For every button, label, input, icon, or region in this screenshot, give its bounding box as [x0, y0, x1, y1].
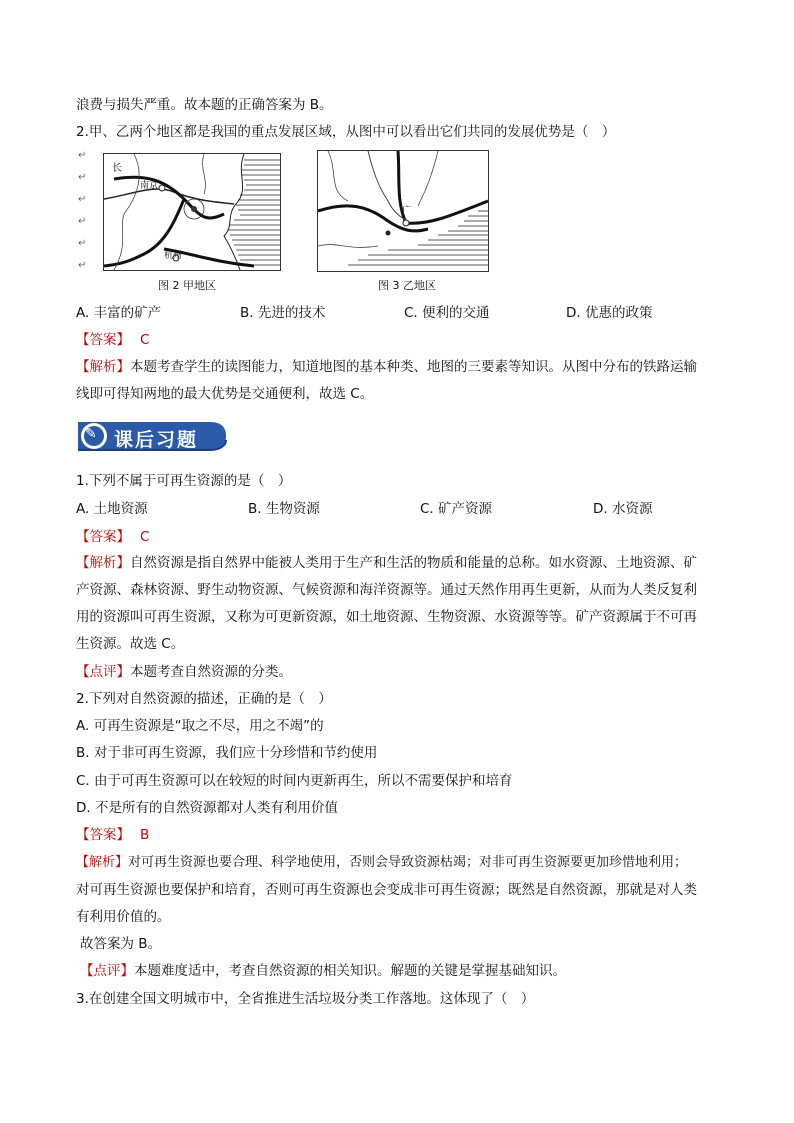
comment-line [76, 662, 292, 682]
analysis-line [76, 853, 687, 873]
analysis-line: 有利用价值的。 [76, 909, 171, 925]
analysis-line: 对可再生资源也要保护和培育，否则可再生资源也会变成非可再生资源；既然是自然资源，那就是对人类 [76, 882, 697, 898]
comment-label: 【点评】 [80, 963, 134, 979]
analysis-label: 【解析】 [76, 855, 129, 870]
option-d: D. 优惠的政策 [566, 305, 653, 321]
answer-line [76, 825, 149, 845]
answer-label: 【答案】 [76, 332, 130, 348]
map-label: 南京 [140, 181, 159, 191]
option-d: D. 不是所有的自然资源都对人类有利用价值 [76, 800, 338, 816]
question-1: 1.下列不属于可再生资源的是（ ） [76, 473, 292, 489]
analysis-text: 自然资源是指自然界中能被人类用于生产和生活的物质和能量的总称。如水资源、土地资源、矿 [130, 555, 697, 571]
option-a: A. 丰富的矿产 [76, 305, 162, 321]
analysis-line [76, 553, 697, 573]
analysis-line: 用的资源叫可再生资源，又称为可更新资源，如土地资源、生物资源、水资源等等。矿产资源属于不可再 [76, 609, 697, 625]
map-jia-drawing [104, 154, 280, 270]
map-yi-region [317, 150, 489, 272]
paragraph-mark: ↵ [78, 238, 87, 249]
analysis-text: 对可再生资源也要合理、科学地使用，否则会导致资源枯竭；对非可再生资源要更加珍惜地利用； [128, 855, 688, 870]
paragraph-mark: ↵ [78, 260, 87, 271]
answer-value: B [140, 827, 150, 843]
comment-line [80, 961, 566, 981]
option-b: B. 生物资源 [248, 501, 320, 517]
section-banner [76, 418, 228, 454]
answer-value: C [140, 332, 150, 348]
option-c: C. 便利的交通 [404, 305, 490, 321]
analysis-text: 本题考查学生的读图能力，知道地图的基本种类、地图的三要素等知识。从图中分布的铁路运输 [130, 359, 697, 375]
option-a: A. 土地资源 [76, 501, 148, 517]
map-jia-region [103, 153, 281, 271]
answer-label: 【答案】 [76, 529, 130, 545]
question-3: 3.在创建全国文明城市中，全省推进生活垃圾分类工作落地。这体现了（ ） [76, 991, 535, 1007]
map-label: 广 [402, 206, 412, 216]
analysis-line: 生资源。故选 C。 [76, 636, 185, 652]
analysis-label: 【解析】 [76, 359, 130, 375]
option-c: C. 矿产资源 [420, 501, 493, 517]
analysis-line [76, 357, 697, 377]
text-line: 浪费与损失严重。故本题的正确答案为 B。 [76, 97, 333, 113]
answer-value: C [140, 529, 150, 545]
option-c: C. 由于可再生资源可以在较短的时间内更新再生，所以不需要保护和培育 [76, 773, 513, 789]
figure-2-caption: 图 2 甲地区 [158, 279, 216, 292]
analysis-line: 故答案为 B。 [80, 936, 162, 952]
comment-label: 【点评】 [76, 664, 130, 680]
comment-text: 本题难度适中，考查自然资源的相关知识。解题的关键是掌握基础知识。 [134, 963, 566, 979]
question-2: 2.下列对自然资源的描述，正确的是（ ） [76, 691, 332, 707]
analysis-line: 产资源、森林资源、野生动物资源、气候资源和海洋资源等。通过天然作用再生更新，从而为人类反复利 [76, 582, 697, 598]
analysis-label: 【解析】 [76, 555, 130, 571]
pencil-icon: ✎ [85, 426, 97, 442]
banner-title: 课后习题 [114, 429, 199, 451]
option-d: D. 水资源 [593, 501, 653, 517]
map-label: 长 [112, 163, 122, 174]
analysis-line: 线即可得知两地的最大优势是交通便利，故选 C。 [76, 386, 374, 402]
answer-line [76, 527, 149, 547]
option-b: B. 对于非可再生资源，我们应十分珍惜和节约使用 [76, 745, 378, 761]
question-2: 2.甲、乙两个地区都是我国的重点发展区域，从图中可以看出它们共同的发展优势是（ ） [76, 124, 616, 140]
option-b: B. 先进的技术 [240, 305, 326, 321]
comment-text: 本题考查自然资源的分类。 [130, 664, 292, 680]
answer-label: 【答案】 [76, 827, 130, 843]
answer-line [76, 330, 149, 350]
paragraph-mark: ↵ [78, 172, 87, 183]
option-a: A. 可再生资源是“取之不尽，用之不竭”的 [76, 718, 324, 734]
paragraph-mark: ↵ [78, 216, 87, 227]
paragraph-mark: ↵ [78, 194, 87, 205]
figure-3-caption: 图 3 乙地区 [378, 279, 436, 292]
paragraph-mark: ↵ [78, 150, 87, 161]
map-label: 杭州 [164, 251, 183, 261]
